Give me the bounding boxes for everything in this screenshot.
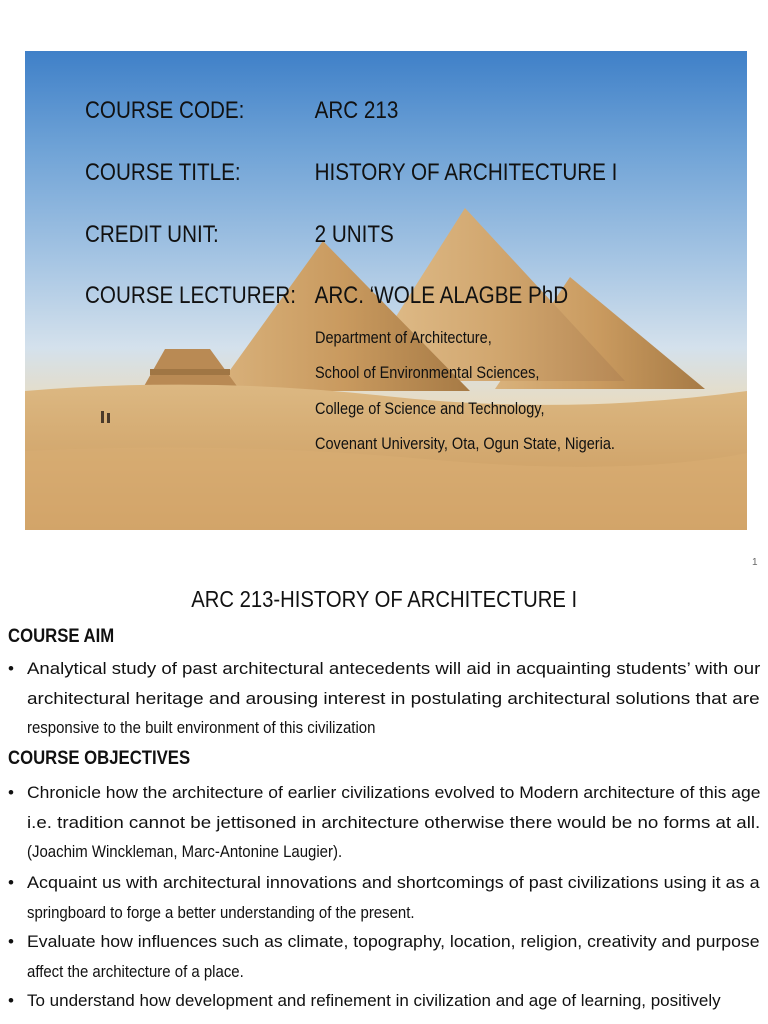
course-aim-heading: COURSE AIM xyxy=(8,626,115,647)
slide-title xyxy=(0,586,768,613)
list-item-line: (Joachim Winckleman, Marc-Antonine Laugier). xyxy=(27,842,343,861)
course-lecturer-value: ARC. ‘WOLE ALAGBE PhD xyxy=(314,282,569,309)
list-item-line: Evaluate how influences such as climate, topography, location, religion, creativity and purpose xyxy=(27,932,760,951)
list-item xyxy=(8,778,760,867)
course-code-value: ARC 213 xyxy=(314,97,399,124)
list-item-line: springboard to forge a better understanding of the present. xyxy=(27,902,415,922)
address-line: College of Science and Technology, xyxy=(315,400,545,418)
address-line: Department of Architecture, xyxy=(315,329,492,347)
list-item-line: architectural heritage and arousing interest in postulating architectural solutions that are xyxy=(27,688,760,708)
address-line: School of Environmental Sciences, xyxy=(315,364,540,382)
credit-unit-value: 2 UNITS xyxy=(314,221,394,248)
list-item-line: responsive to the built environment of this civilization xyxy=(27,718,376,737)
credit-unit-row xyxy=(85,221,394,249)
list-item-line: Chronicle how the architecture of earlier civilizations evolved to Modern architecture of this age xyxy=(27,783,761,802)
list-item-line: Analytical study of past architectural antecedents will aid in acquainting students’ with our xyxy=(27,659,761,678)
slide-title-text: ARC 213-HISTORY OF ARCHITECTURE I xyxy=(191,586,577,612)
course-lecturer-label: COURSE LECTURER: xyxy=(85,282,297,309)
list-item xyxy=(8,927,760,986)
bullet-glyph: • xyxy=(8,783,14,802)
list-item xyxy=(8,868,760,927)
course-objectives-heading: COURSE OBJECTIVES xyxy=(8,748,191,769)
bullet-glyph: • xyxy=(8,932,14,951)
bullet-glyph: • xyxy=(8,873,14,892)
list-item xyxy=(8,654,760,743)
course-code-label: COURSE CODE: xyxy=(85,97,245,124)
list-item-line: affect the architecture of a place. xyxy=(27,961,244,981)
course-code-row xyxy=(85,97,398,125)
list-item-line: i.e. tradition cannot be jettisoned in architecture otherwise there would be no forms at all. xyxy=(27,812,761,832)
credit-unit-label: CREDIT UNIT: xyxy=(85,221,219,248)
course-title-label: COURSE TITLE: xyxy=(85,159,241,186)
page-number: 1 xyxy=(752,557,758,568)
bullet-glyph: • xyxy=(8,659,14,678)
list-item-line: Acquaint us with architectural innovations and shortcomings of past civilizations using it as a xyxy=(27,873,760,892)
course-title-row xyxy=(85,159,617,187)
course-title-value: HISTORY OF ARCHITECTURE I xyxy=(314,159,618,186)
course-lecturer-row xyxy=(85,282,568,310)
title-slide xyxy=(25,51,747,530)
bullet-glyph: • xyxy=(8,991,14,1010)
list-item-line: To understand how development and refinement in civilization and age of learning, positively xyxy=(27,991,721,1010)
address-line: Covenant University, Ota, Ogun State, Nigeria. xyxy=(315,435,615,453)
list-item xyxy=(8,986,760,1016)
